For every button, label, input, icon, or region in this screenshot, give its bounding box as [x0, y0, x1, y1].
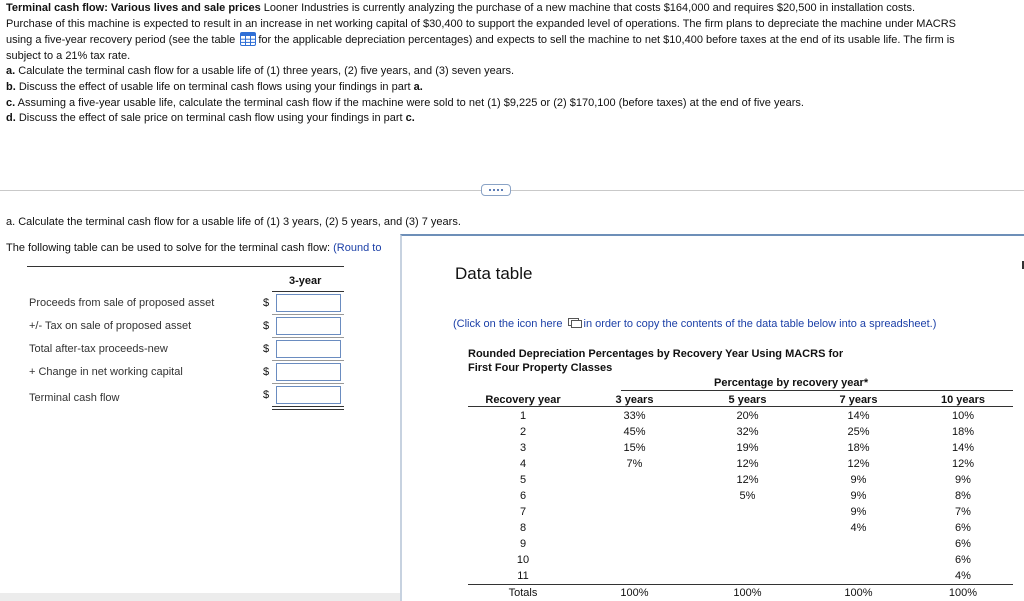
table-cell: [804, 536, 913, 552]
table-cell: 12%: [736, 458, 759, 470]
totals-row: [468, 585, 1013, 601]
table-row: [468, 472, 1013, 488]
table-cell: [578, 504, 691, 520]
column-header: 7 years: [839, 394, 878, 406]
table-row: [468, 408, 1013, 424]
percentage-header: Percentage by recovery year*: [714, 377, 869, 389]
table-row: [468, 488, 1013, 504]
table-cell: 100%: [691, 585, 804, 601]
table-cell: 9%: [850, 490, 867, 502]
table-row: [468, 520, 1013, 536]
table-cell: Totals: [468, 585, 578, 601]
question-d: d. Discuss the effect of sale price on terminal cash flow using your findings in part c.: [6, 112, 415, 125]
table-cell: [578, 552, 691, 568]
table-cell: 14%: [847, 410, 870, 422]
table-cell: 4%: [955, 570, 971, 582]
table-cell: [804, 552, 913, 568]
more-options-button[interactable]: [481, 184, 511, 196]
table-row: [468, 552, 1013, 568]
table-cell: 7%: [955, 506, 971, 518]
column-header: 3 years: [615, 394, 654, 406]
row-label: +/- Tax on sale of proposed asset: [29, 320, 192, 332]
table-cell: 32%: [736, 426, 759, 438]
table-cell: 4: [519, 458, 527, 470]
table-cell: 4%: [850, 522, 867, 534]
table-cell: 11: [517, 570, 529, 582]
table-row: [27, 294, 344, 312]
currency-symbol: $: [263, 389, 270, 401]
table-cell: [691, 552, 804, 568]
column-header: 10 years: [940, 394, 986, 406]
table-cell: 18%: [847, 442, 870, 454]
table-cell: 9%: [955, 474, 971, 486]
table-row: [27, 340, 344, 358]
problem-title: Terminal cash flow: Various lives and sale prices: [6, 2, 261, 14]
copy-to-spreadsheet-icon[interactable]: [568, 318, 582, 328]
row-label: Terminal cash flow: [29, 392, 120, 404]
row-label: Total after-tax proceeds-new: [29, 343, 168, 355]
table-row: [468, 536, 1013, 552]
table-header-row: [468, 392, 1013, 408]
table-cell: 100%: [578, 585, 691, 601]
currency-symbol: $: [263, 343, 270, 355]
table-cell: [691, 568, 804, 585]
table-cell: 18%: [951, 426, 975, 438]
problem-line-3: using a five-year recovery period (see the table for the applicable depreciation percentages) and expects to sell the machine to net $10,400 before taxes at the end of its usable life. The firm is: [6, 34, 955, 47]
macrs-table: [468, 392, 1013, 601]
table-row: [468, 456, 1013, 472]
copy-instructions: (Click on the icon here in order to copy the contents of the data table below into a spreadsheet.): [453, 318, 937, 330]
table-cell: 14%: [951, 442, 975, 454]
section-divider: [0, 190, 1024, 191]
table-cell: 12%: [847, 458, 870, 470]
proceeds-sale-input[interactable]: [276, 294, 341, 312]
table-cell: 2: [519, 426, 527, 438]
table-cell: 7: [519, 506, 527, 518]
tax-on-sale-input[interactable]: [276, 317, 341, 335]
table-cell: 25%: [847, 426, 870, 438]
question-a: a. Calculate the terminal cash flow for a usable life of (1) three years, (2) five years, and (3) seven years.: [6, 65, 515, 78]
table-cell: [578, 536, 691, 552]
table-cell: 9: [519, 538, 527, 550]
page-scroll-strip: [0, 593, 400, 601]
table-cell: 5%: [739, 490, 756, 502]
question-b: b. Discuss the effect of usable life on terminal cash flows using your findings in part a.: [6, 80, 423, 93]
column-header: Recovery year: [485, 394, 561, 406]
problem-line-2: Purchase of this machine is expected to result in an increase in net working capital of $30,400 to support the expanded level of operations. The firm plans to depreciate the machine under MACRS: [6, 17, 957, 30]
table-cell: 100%: [913, 585, 1013, 601]
table-cell: [804, 568, 913, 585]
total-after-tax-proceeds-input[interactable]: [276, 340, 341, 358]
problem-line-4: subject to a 21% tax rate.: [6, 49, 131, 62]
table-cell: 19%: [736, 442, 759, 454]
column-header-3-year: 3-year: [289, 275, 322, 287]
table-cell: 12%: [951, 458, 975, 470]
table-cell: 1: [519, 410, 527, 422]
table-cell: [691, 536, 804, 552]
table-cell: 8: [519, 522, 527, 534]
problem-line-1: Terminal cash flow: Various lives and sale prices Looner Industries is currently analyzing the purchase of a new machine that costs $164,000 and requires $20,500 in installation costs.: [6, 2, 916, 14]
table-row: [468, 504, 1013, 520]
table-row: [27, 317, 344, 335]
table-cell: 9%: [850, 506, 867, 518]
problem-statement: [6, 1, 1021, 127]
currency-symbol: $: [263, 366, 270, 378]
table-cell: [578, 488, 691, 504]
table-cell: 15%: [623, 442, 646, 454]
table-row: [468, 424, 1013, 440]
data-table-title: Rounded Depreciation Percentages by Recovery Year Using MACRS for First Four Property Classes: [468, 348, 844, 374]
table-cell: 8%: [955, 490, 971, 502]
table-row: [27, 386, 344, 404]
table-cell: [578, 568, 691, 585]
table-cell: [691, 520, 804, 536]
table-cell: 9%: [850, 474, 867, 486]
table-row: [468, 568, 1013, 585]
table-row: [27, 363, 344, 381]
table-cell: 10%: [951, 410, 975, 422]
currency-symbol: $: [263, 297, 270, 309]
table-cell: 20%: [736, 410, 759, 422]
table-cell: 6%: [955, 554, 971, 566]
row-label: Proceeds from sale of proposed asset: [29, 297, 215, 309]
table-cell: 33%: [623, 410, 646, 422]
change-nwc-input[interactable]: [276, 363, 341, 381]
column-header: 5 years: [728, 394, 767, 406]
instruction-text: The following table can be used to solve for the terminal cash flow: (Round to: [6, 242, 382, 254]
table-cell: [691, 504, 804, 520]
table-cell: [578, 472, 691, 488]
table-cell: 6%: [955, 538, 971, 550]
popup-title: Data table: [455, 264, 533, 283]
question-c: c. Assuming a five-year usable life, calculate the terminal cash flow if the machine were sold to net (1) $9,225 or (2) $170,100 (before taxes) at the end of five years.: [6, 96, 804, 109]
data-table-popup: [400, 234, 1024, 601]
part-a-prompt: a. Calculate the terminal cash flow for a usable life of (1) 3 years, (2) 5 years, and (3) 7 years.: [6, 216, 461, 228]
currency-symbol: $: [263, 320, 270, 332]
table-cell: 6: [519, 490, 527, 502]
table-cell: 7%: [626, 458, 643, 470]
data-table-icon[interactable]: [240, 32, 256, 46]
table-cell: 5: [519, 474, 527, 486]
table-row: [468, 440, 1013, 456]
table-cell: 45%: [623, 426, 646, 438]
table-cell: 12%: [736, 474, 759, 486]
terminal-cash-flow-input[interactable]: [276, 386, 341, 404]
table-cell: 3: [519, 442, 527, 454]
table-cell: 100%: [804, 585, 913, 601]
table-cell: [578, 520, 691, 536]
row-label: + Change in net working capital: [29, 366, 183, 378]
table-cell: 6%: [955, 522, 971, 534]
table-cell: 10: [516, 554, 530, 566]
